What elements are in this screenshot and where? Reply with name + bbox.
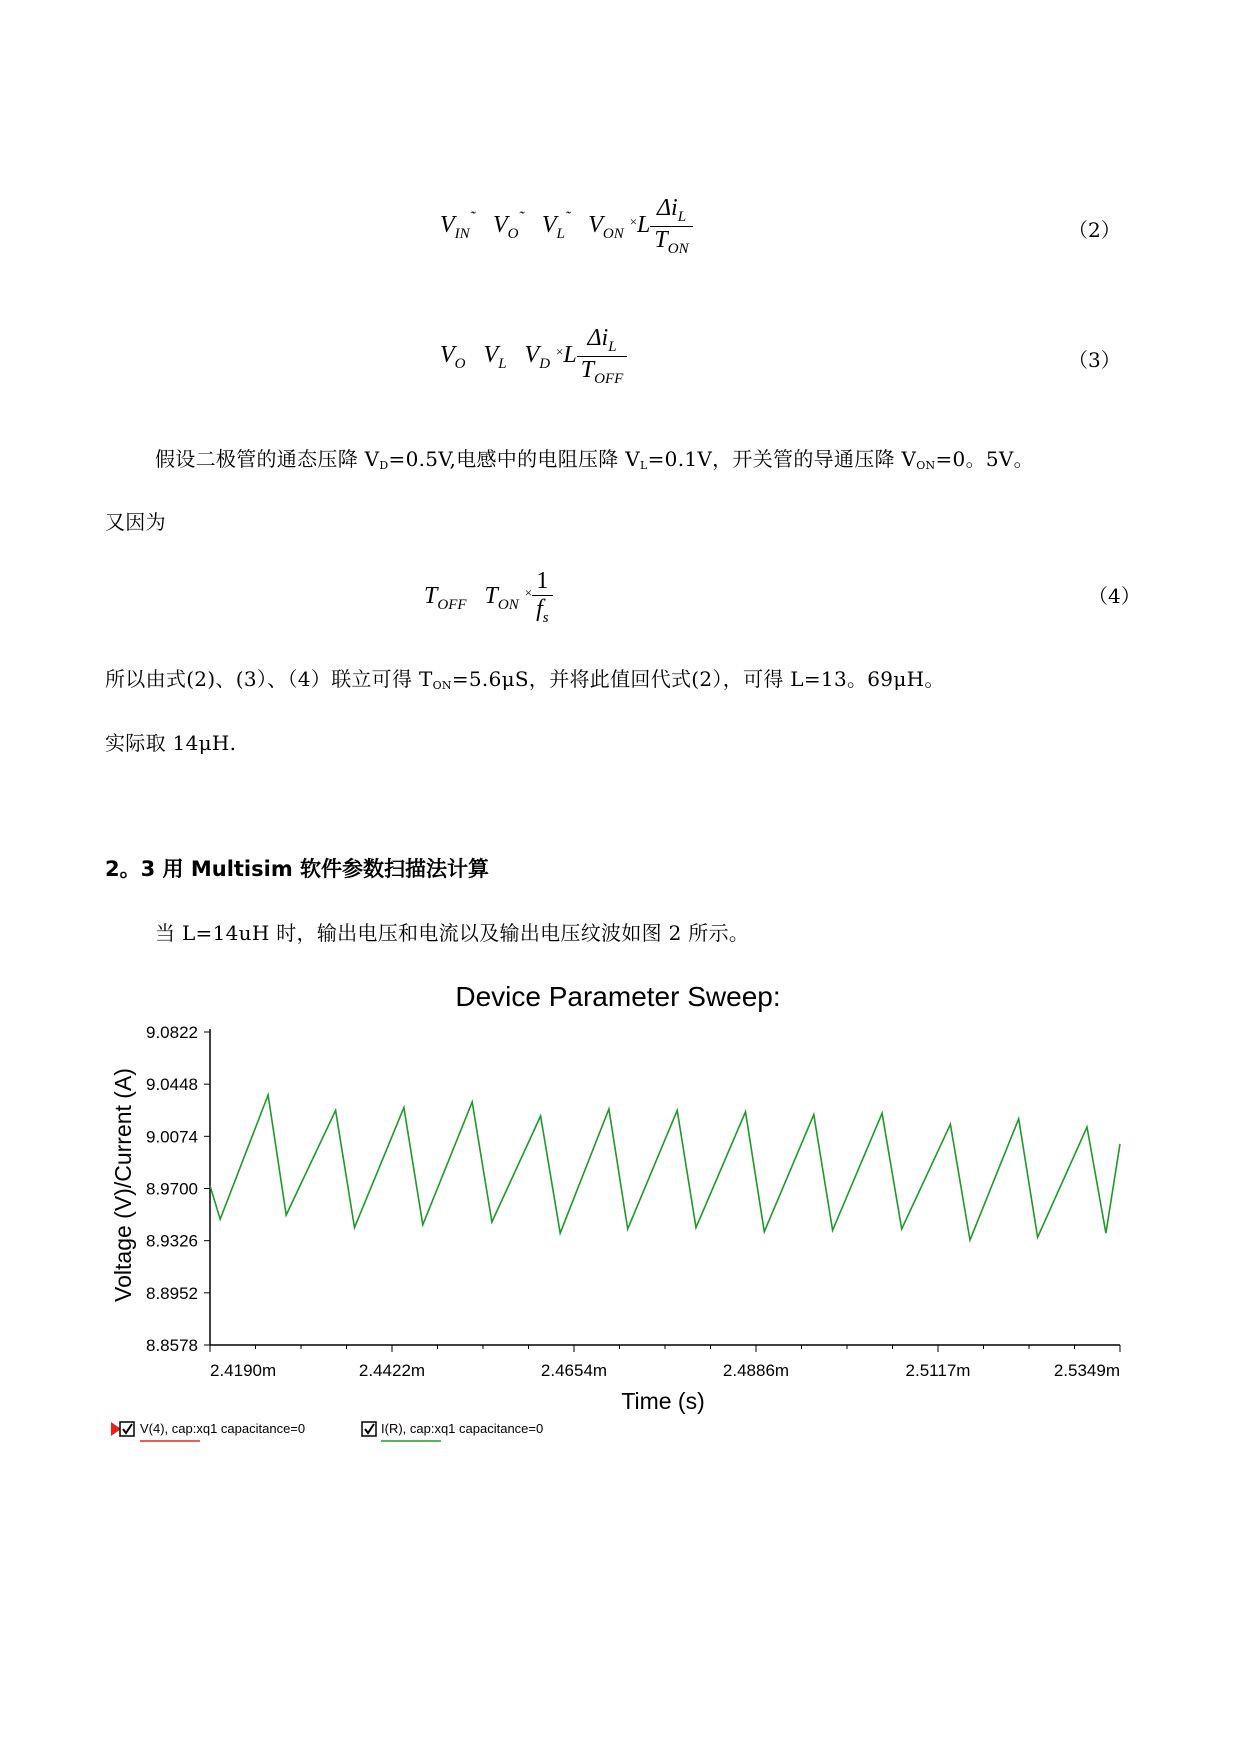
eq-term: Δi <box>587 325 609 351</box>
eq-operator: × <box>556 344 564 360</box>
eq-term: V <box>483 342 499 369</box>
eq-subscript: IN <box>454 226 470 243</box>
eq-subscript: L <box>677 209 687 225</box>
y-tick-label: 8.9326 <box>146 1231 198 1251</box>
y-tick-label: 8.9700 <box>146 1179 198 1199</box>
equation-2 <box>440 195 693 258</box>
text-run: =5.6μS，并将此值回代式(2），可得 L=13。69μH。 <box>451 667 945 691</box>
section-intro: 当 L=14uH 时，输出电压和电流以及输出电压纹波如图 2 所示。 <box>155 921 750 945</box>
eq-operator: × <box>524 585 533 601</box>
chart-x-axis-label: Time (s) <box>621 1388 705 1414</box>
x-tick-label: 2.4654m <box>540 1361 608 1380</box>
eq-term: V <box>541 212 557 239</box>
eq-subscript: OFF <box>594 371 624 387</box>
eq-term: L <box>563 342 577 369</box>
eq-term: Δi <box>656 195 678 221</box>
eq-subscript: L <box>498 356 507 373</box>
eq-subscript: L <box>608 339 617 355</box>
eq-term: T <box>654 227 668 253</box>
eq-fraction <box>650 195 692 258</box>
eq-subscript: ON <box>497 597 519 614</box>
equation-3-number: （3） <box>1068 348 1121 372</box>
subscript: L <box>640 459 648 472</box>
eq-subscript: O <box>454 356 466 373</box>
subscript: ON <box>432 679 452 692</box>
eq-term: V <box>440 342 455 369</box>
eq-fraction <box>577 325 628 388</box>
eq-operator: × <box>629 214 638 230</box>
text-run: =0.1V，开关管的导通压降 V <box>647 447 917 471</box>
eq-term: V <box>493 212 508 239</box>
legend-entry-ir[interactable] <box>362 1421 543 1441</box>
eq-term: L <box>637 212 651 239</box>
x-tick-label: 2.4190m <box>210 1361 277 1380</box>
eq-subscript: D <box>539 356 551 373</box>
eq-tilde: ˜ <box>518 209 524 227</box>
y-tick-label: 9.0822 <box>146 1023 198 1042</box>
eq-subscript: ON <box>602 226 624 243</box>
eq-subscript: L <box>556 226 565 243</box>
x-tick-label: 2.4886m <box>722 1361 790 1380</box>
eq-term: T <box>424 583 438 610</box>
eq-term: V <box>588 212 603 239</box>
y-tick-label: 8.8952 <box>146 1283 198 1303</box>
eq-subscript: s <box>542 610 549 626</box>
paragraph-result <box>105 663 945 692</box>
eq-term: T <box>484 583 498 610</box>
text-run: =0。5V。 <box>935 447 1034 471</box>
y-tick-label: 9.0448 <box>146 1075 198 1095</box>
eq-term: V <box>440 212 455 239</box>
eq-tilde: ˜ <box>469 209 475 227</box>
text-run: 假设二极管的通态压降 V <box>155 447 380 471</box>
subscript: D <box>379 459 389 472</box>
x-tick-label: 2.4422m <box>358 1361 426 1380</box>
eq-subscript: ON <box>667 241 689 257</box>
x-tick-label: 2.5117m <box>905 1361 971 1380</box>
eq-tilde: ˜ <box>564 209 571 227</box>
text-run: =0.5V,电感中的电阻压降 V <box>388 447 641 471</box>
equation-2-number: （2） <box>1068 218 1121 242</box>
equation-3 <box>440 325 627 388</box>
paragraph-because: 又因为 <box>105 510 166 534</box>
equation-4 <box>424 568 553 627</box>
parameter-sweep-chart <box>0 980 1241 1480</box>
eq-term: V <box>524 342 540 369</box>
eq-subscript: OFF <box>437 597 467 614</box>
eq-subscript: O <box>507 226 519 243</box>
eq-term: T <box>580 357 595 383</box>
equation-4-number: （4） <box>1088 584 1141 608</box>
eq-term: f <box>536 596 543 622</box>
series-line <box>210 1095 1120 1240</box>
paragraph-voltage-drops <box>155 443 1034 472</box>
y-tick-label: 9.0074 <box>146 1127 198 1147</box>
section-heading: 2。3 用 Multisim 软件参数扫描法计算 <box>105 857 490 881</box>
eq-fraction: $\frac{1}{f_s}$ <box>532 568 553 627</box>
legend-label: I(R), cap:xq1 capacitance=0 <box>381 1421 544 1436</box>
chart-y-axis-label: Voltage (V)/Current (A) <box>110 1068 136 1302</box>
y-tick-label: 8.8578 <box>146 1336 198 1355</box>
text-run: 所以由式(2)、(3）、（4）联立可得 T <box>105 667 433 691</box>
subscript: ON <box>916 459 936 472</box>
x-tick-label: 2.5349m <box>1053 1361 1120 1380</box>
chart-title: Device Parameter Sweep: <box>455 981 781 1012</box>
legend-entry-v4[interactable] <box>111 1421 305 1441</box>
legend-label: V(4), cap:xq1 capacitance=0 <box>140 1421 306 1436</box>
paragraph-actual-value: 实际取 14μH. <box>105 731 237 755</box>
